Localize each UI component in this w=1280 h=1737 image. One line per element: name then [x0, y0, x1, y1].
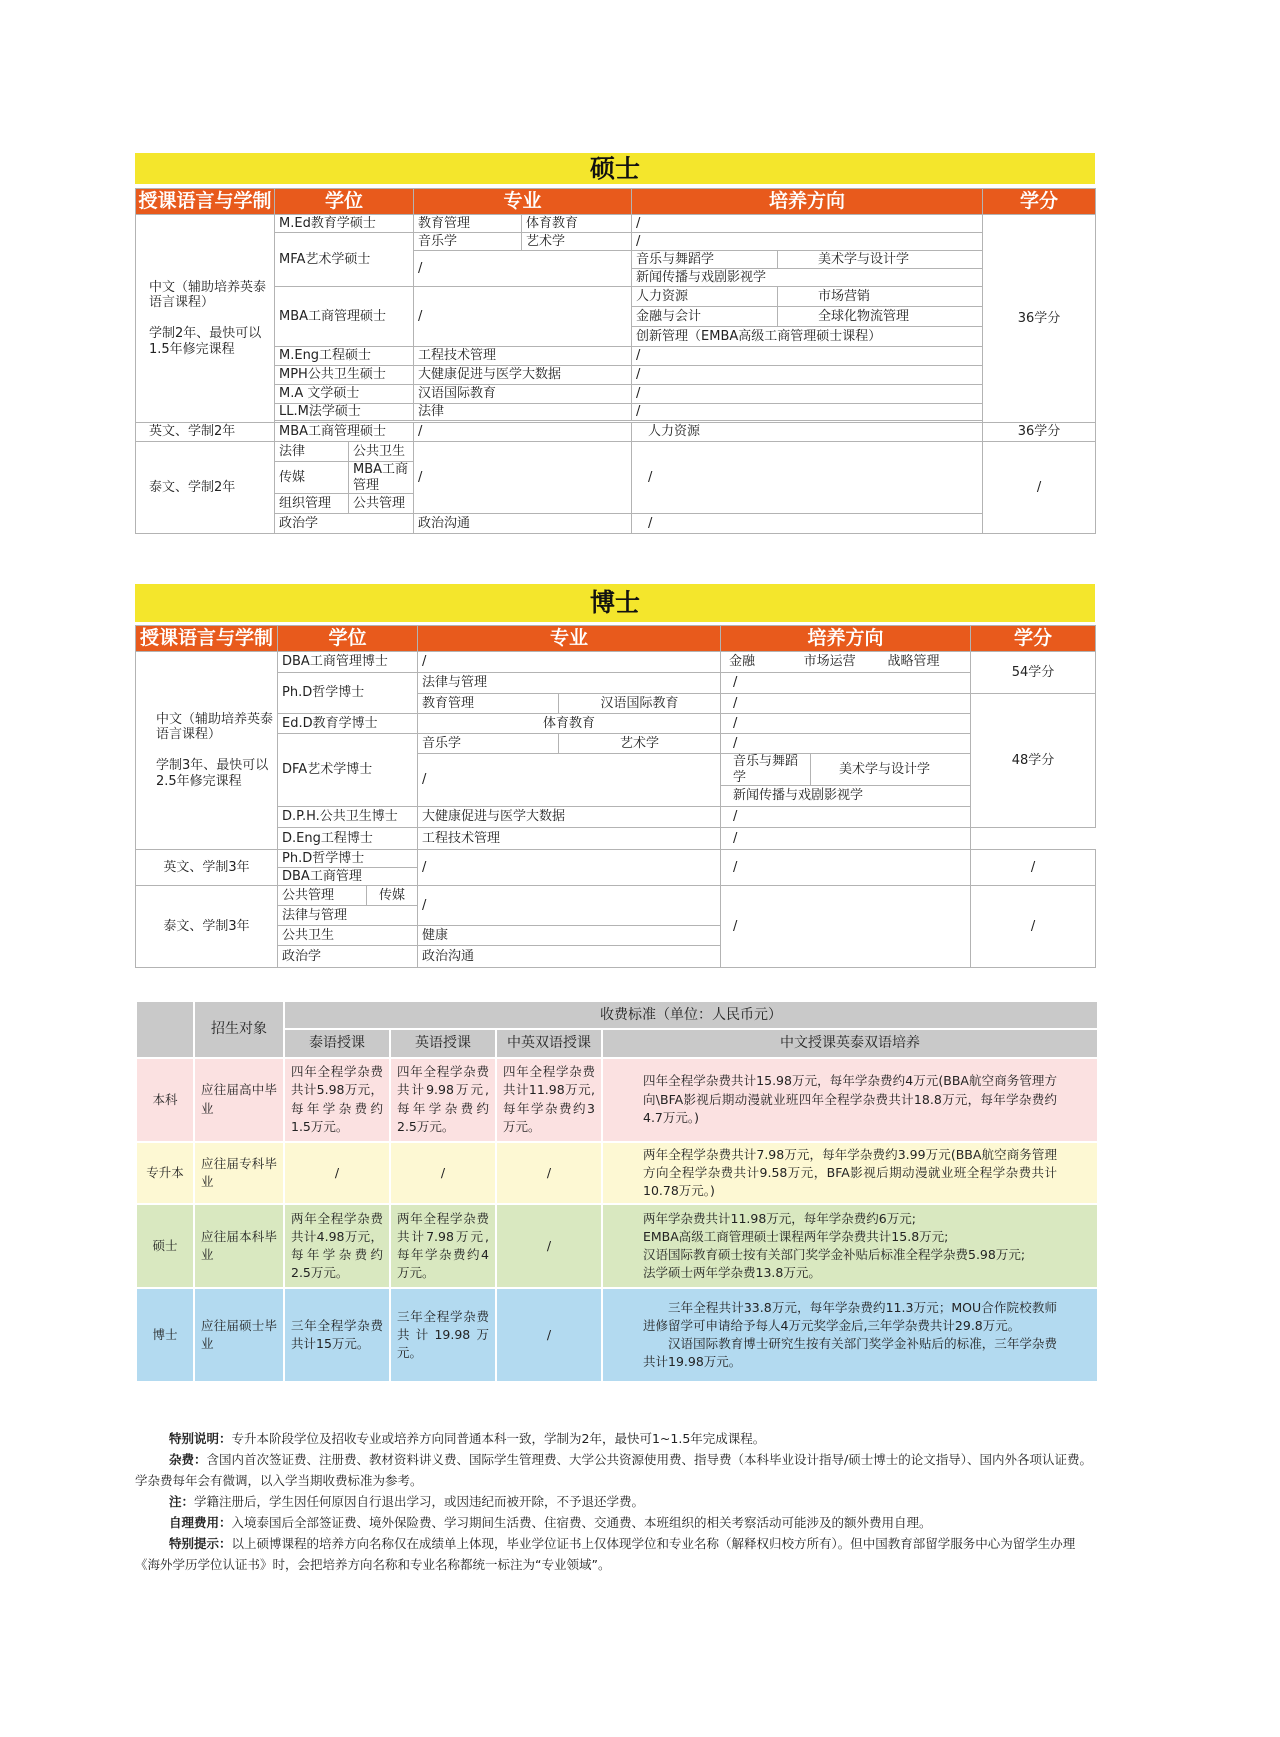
col-header: 学分: [971, 626, 1096, 652]
direction: 新闻传播与戏剧影视学: [632, 269, 983, 287]
fee-thai: 四年全程学杂费共计5.98万元，每年学杂费约1.5万元。: [285, 1059, 389, 1141]
direction: /: [721, 694, 971, 714]
fee-line: 两年学杂费共计11.98万元，每年学杂费约6万元;: [643, 1210, 916, 1226]
degree: MPH公共卫生硕士: [275, 366, 414, 385]
direction: /: [721, 886, 971, 968]
degree: 法律与管理: [278, 906, 418, 926]
lang-label: 中文（辅助培养英泰语言课程）: [156, 711, 274, 743]
direction: /: [721, 850, 971, 886]
fee-thai: 三年全程学杂费共计15万元。: [285, 1289, 389, 1381]
major: 政治沟通: [414, 514, 632, 534]
lang-cell: 英文、学制3年: [136, 850, 278, 886]
credit: /: [971, 850, 1096, 886]
col-header: 授课语言与学制: [136, 626, 278, 652]
corner-cell: [137, 1002, 193, 1057]
fee-line: 法学硕士两年学杂费13.8万元。: [643, 1265, 821, 1281]
fee-thai: 两年全程学杂费共计4.98万元，每年学杂费约2.5万元。: [285, 1205, 389, 1287]
note-text: 入境泰国后全部签证费、境外保险费、学习期间生活费、住宿费、交通费、本班组织的相关考察活动可能涉及的额外费用自理。: [231, 1515, 932, 1530]
direction: 美术学与设计学: [811, 754, 971, 786]
major: 法律: [414, 404, 632, 421]
major: 体育教育: [418, 714, 721, 734]
target: 应往届高中毕业: [195, 1059, 283, 1141]
degree: LL.M法学硕士: [275, 404, 414, 421]
level: 硕士: [137, 1205, 193, 1287]
fee-line: 汉语国际教育博士研究生按有关部门奖学金补贴后的标准，三年学杂费共计19.98万元。: [643, 1335, 1057, 1370]
note-item: [135, 1491, 1097, 1512]
col-header: 学位: [275, 189, 414, 215]
major: 法律与管理: [418, 673, 721, 694]
fee-bi: 四年全程学杂费共计11.98万元,每年学杂费约3万元。: [497, 1059, 601, 1141]
lang-cell: 英文、学制2年: [136, 423, 275, 442]
col-header: 专业: [418, 626, 721, 652]
fee-col-header: 泰语授课: [285, 1030, 389, 1056]
major: 汉语国际教育: [559, 694, 721, 714]
note-key: 特别提示：: [169, 1536, 232, 1551]
doctor-table: [135, 625, 1096, 968]
direction: /: [721, 807, 971, 828]
fee-eng: 三年全程学杂费共计19.98万元。: [391, 1289, 495, 1381]
major: /: [414, 423, 632, 442]
lang-label: 学制2年、最快可以1.5年修完课程: [149, 326, 262, 357]
fee-bi: /: [497, 1143, 601, 1203]
credit: 36学分: [983, 423, 1096, 442]
fee-zh: 两年全程学杂费共计7.98万元，每年学杂费约3.99万元(BBA航空商务管理方向全程学杂费共计9.58万元，BFA影视后期动漫就业班全程学杂费共计10.78万元。): [603, 1143, 1097, 1203]
degree: Ed.D教育学博士: [278, 714, 418, 734]
direction: /: [721, 734, 971, 754]
major: 艺术学: [522, 233, 632, 251]
degree: M.Ed教育学硕士: [275, 215, 414, 233]
direction: /: [721, 714, 971, 734]
degree: 公共管理: [278, 886, 367, 906]
direction: 金融与会计: [632, 307, 778, 327]
major: 教育管理: [418, 694, 559, 714]
major: /: [414, 251, 632, 287]
notes: [135, 1428, 1097, 1575]
col-header: 学分: [983, 189, 1096, 215]
note-item: [135, 1533, 1097, 1575]
credit: 54学分: [971, 652, 1096, 694]
degree: MBA工商管理: [349, 462, 414, 494]
major: /: [418, 652, 721, 673]
lang-cell: 泰文、学制2年: [136, 442, 275, 534]
target: 应往届专科毕业: [195, 1143, 283, 1203]
direction: [721, 652, 971, 673]
fee-eng: /: [391, 1143, 495, 1203]
direction: 创新管理（EMBA高级工商管理硕士课程）: [632, 327, 983, 347]
fee-line: 汉语国际教育硕士按有关部门奖学金补贴后标准全程学杂费5.98万元;: [643, 1246, 1026, 1262]
major: /: [418, 754, 721, 807]
credit: 36学分: [983, 215, 1096, 423]
major: 健康: [418, 926, 721, 946]
degree: 公共卫生: [278, 926, 418, 946]
note-key: 杂费：: [169, 1452, 207, 1467]
direction: 音乐与舞蹈学: [721, 754, 811, 786]
credit: /: [983, 442, 1096, 534]
note-item: [135, 1428, 1097, 1449]
credit: /: [971, 886, 1096, 968]
fee-eng: 四年全程学杂费共计9.98万元,每年学杂费约2.5万元。: [391, 1059, 495, 1141]
degree: 政治学: [278, 946, 418, 968]
fee-bi: /: [497, 1289, 601, 1381]
lang-cell: 泰文、学制3年: [136, 886, 278, 968]
lang-cell: [136, 215, 275, 423]
direction: /: [632, 215, 983, 233]
fee-header: 收费标准（单位：人民币元）: [285, 1002, 1097, 1028]
fee-zh: [603, 1205, 1097, 1287]
major: /: [414, 287, 632, 347]
degree: DFA艺术学博士: [278, 734, 418, 807]
degree: M.Eng工程硕士: [275, 347, 414, 366]
col-header: 学位: [278, 626, 418, 652]
degree: 传媒: [367, 886, 418, 906]
degree: 法律: [275, 442, 349, 462]
note-text: 含国内首次签证费、注册费、教材资料讲义费、国际学生管理费、大学公共资源使用费、指导费（本科毕业设计指导/硕士博士的论文指导）、国内外各项认证费。学杂费每年会有微调，以入学当期收费标准为参考。: [135, 1452, 1092, 1488]
fee-zh: [603, 1289, 1097, 1381]
degree: DBA工商管理博士: [278, 652, 418, 673]
direction: /: [632, 404, 983, 421]
major: 大健康促进与医学大数据: [414, 366, 632, 385]
fee-bi: /: [497, 1205, 601, 1287]
degree: MBA工商管理硕士: [275, 287, 414, 347]
fee-col-header: 中文授课英泰双语培养: [603, 1030, 1097, 1056]
degree: M.A 文学硕士: [275, 385, 414, 404]
fee-table: [135, 1000, 1099, 1383]
major: 教育管理: [414, 215, 522, 233]
lang-label: 学制3年、最快可以2.5年修完课程: [156, 758, 269, 789]
direction: 人力资源: [632, 423, 983, 442]
degree: D.P.H.公共卫生博士: [278, 807, 418, 828]
col-header: 培养方向: [721, 626, 971, 652]
major: /: [418, 886, 721, 926]
major: /: [418, 850, 721, 886]
degree: 公共管理: [349, 494, 414, 514]
direction: /: [632, 442, 983, 514]
target: 应往届本科毕业: [195, 1205, 283, 1287]
direction-item: 金融: [729, 654, 756, 670]
degree: Ph.D哲学博士: [278, 850, 418, 868]
direction: 人力资源: [632, 287, 778, 307]
doctor-title: 博士: [135, 584, 1095, 622]
degree: 公共卫生: [349, 442, 414, 462]
direction: /: [632, 514, 983, 534]
degree: 政治学: [275, 514, 414, 534]
fee-thai: /: [285, 1143, 389, 1203]
major: 工程技术管理: [414, 347, 632, 366]
direction-item: 市场运营: [803, 654, 856, 670]
note-text: 学籍注册后，学生因任何原因自行退出学习，或因违纪而被开除，不予退还学费。: [194, 1494, 645, 1509]
degree: 传媒: [275, 462, 349, 494]
direction: /: [632, 385, 983, 404]
direction: /: [632, 347, 983, 366]
major: 体育教育: [522, 215, 632, 233]
fee-line: EMBA高级工商管理硕士课程两年学杂费共计15.8万元;: [643, 1228, 949, 1244]
note-key: 自理费用：: [169, 1515, 232, 1530]
direction: 全球化物流管理: [778, 307, 983, 327]
major: 音乐学: [414, 233, 522, 251]
degree: Ph.D哲学博士: [278, 673, 418, 714]
major: /: [414, 442, 632, 514]
direction: /: [721, 673, 971, 694]
major: 大健康促进与医学大数据: [418, 807, 721, 828]
note-text: 以上硕博课程的培养方向名称仅在成绩单上体现，毕业学位证书上仅体现学位和专业名称（解释权归校方所有）。但中国教育部留学服务中心为留学生办理《海外学历学位认证书》时，会把培养方向名称和专业名称都统一标注为“专业领域”。: [135, 1536, 1076, 1572]
credit: 48学分: [971, 694, 1096, 828]
level: 本科: [137, 1059, 193, 1141]
note-item: [135, 1449, 1097, 1491]
master-table: [135, 188, 1096, 534]
fee-eng: 两年全程学杂费共计7.98万元,每年学杂费约4万元。: [391, 1205, 495, 1287]
degree: D.Eng工程博士: [278, 828, 418, 850]
level: 专升本: [137, 1143, 193, 1203]
col-header: 培养方向: [632, 189, 983, 215]
target: 应往届硕士毕业: [195, 1289, 283, 1381]
major: 政治沟通: [418, 946, 721, 968]
level: 博士: [137, 1289, 193, 1381]
fee-col-header: 英语授课: [391, 1030, 495, 1056]
major: 汉语国际教育: [414, 385, 632, 404]
col-header: 专业: [414, 189, 632, 215]
direction: 美术学与设计学: [778, 251, 983, 269]
degree: DBA工商管理: [278, 868, 418, 886]
lang-label: 中文（辅助培养英泰语言课程）: [149, 279, 267, 311]
fee-col-header: 中英双语授课: [497, 1030, 601, 1056]
master-title: 硕士: [135, 153, 1095, 184]
direction-item: 战略管理: [887, 654, 940, 670]
note-key: 特别说明：: [169, 1431, 232, 1446]
direction: 市场营销: [778, 287, 983, 307]
direction: /: [632, 366, 983, 385]
lang-cell: [136, 652, 278, 850]
direction: /: [632, 233, 983, 251]
fee-zh: 四年全程学杂费共计15.98万元，每年学杂费约4万元(BBA航空商务管理方向\BFA影视后期动漫就业班四年全程学杂费共计18.8万元，每年学杂费约4.7万元。): [603, 1059, 1097, 1141]
col-header: 授课语言与学制: [136, 189, 275, 215]
major: 工程技术管理: [418, 828, 721, 850]
degree: MBA工商管理硕士: [275, 423, 414, 442]
major: 音乐学: [418, 734, 559, 754]
note-item: [135, 1512, 1097, 1533]
fee-line: 三年全程共计33.8万元，每年学杂费约11.3万元；MOU合作院校教师进修留学可申请给予每人4万元奖学金后,三年学杂费共计29.8万元。: [643, 1299, 1057, 1333]
degree: 组织管理: [275, 494, 349, 514]
degree: MFA艺术学硕士: [275, 233, 414, 287]
note-key: 注：: [169, 1494, 195, 1509]
major: 艺术学: [559, 734, 721, 754]
direction: 音乐与舞蹈学: [632, 251, 778, 269]
direction: 新闻传播与戏剧影视学: [721, 786, 971, 807]
direction: /: [721, 828, 971, 850]
target-header: 招生对象: [195, 1002, 283, 1057]
note-text: 专升本阶段学位及招收专业或培养方向同普通本科一致，学制为2年，最快可1~1.5年完成课程。: [231, 1431, 766, 1446]
